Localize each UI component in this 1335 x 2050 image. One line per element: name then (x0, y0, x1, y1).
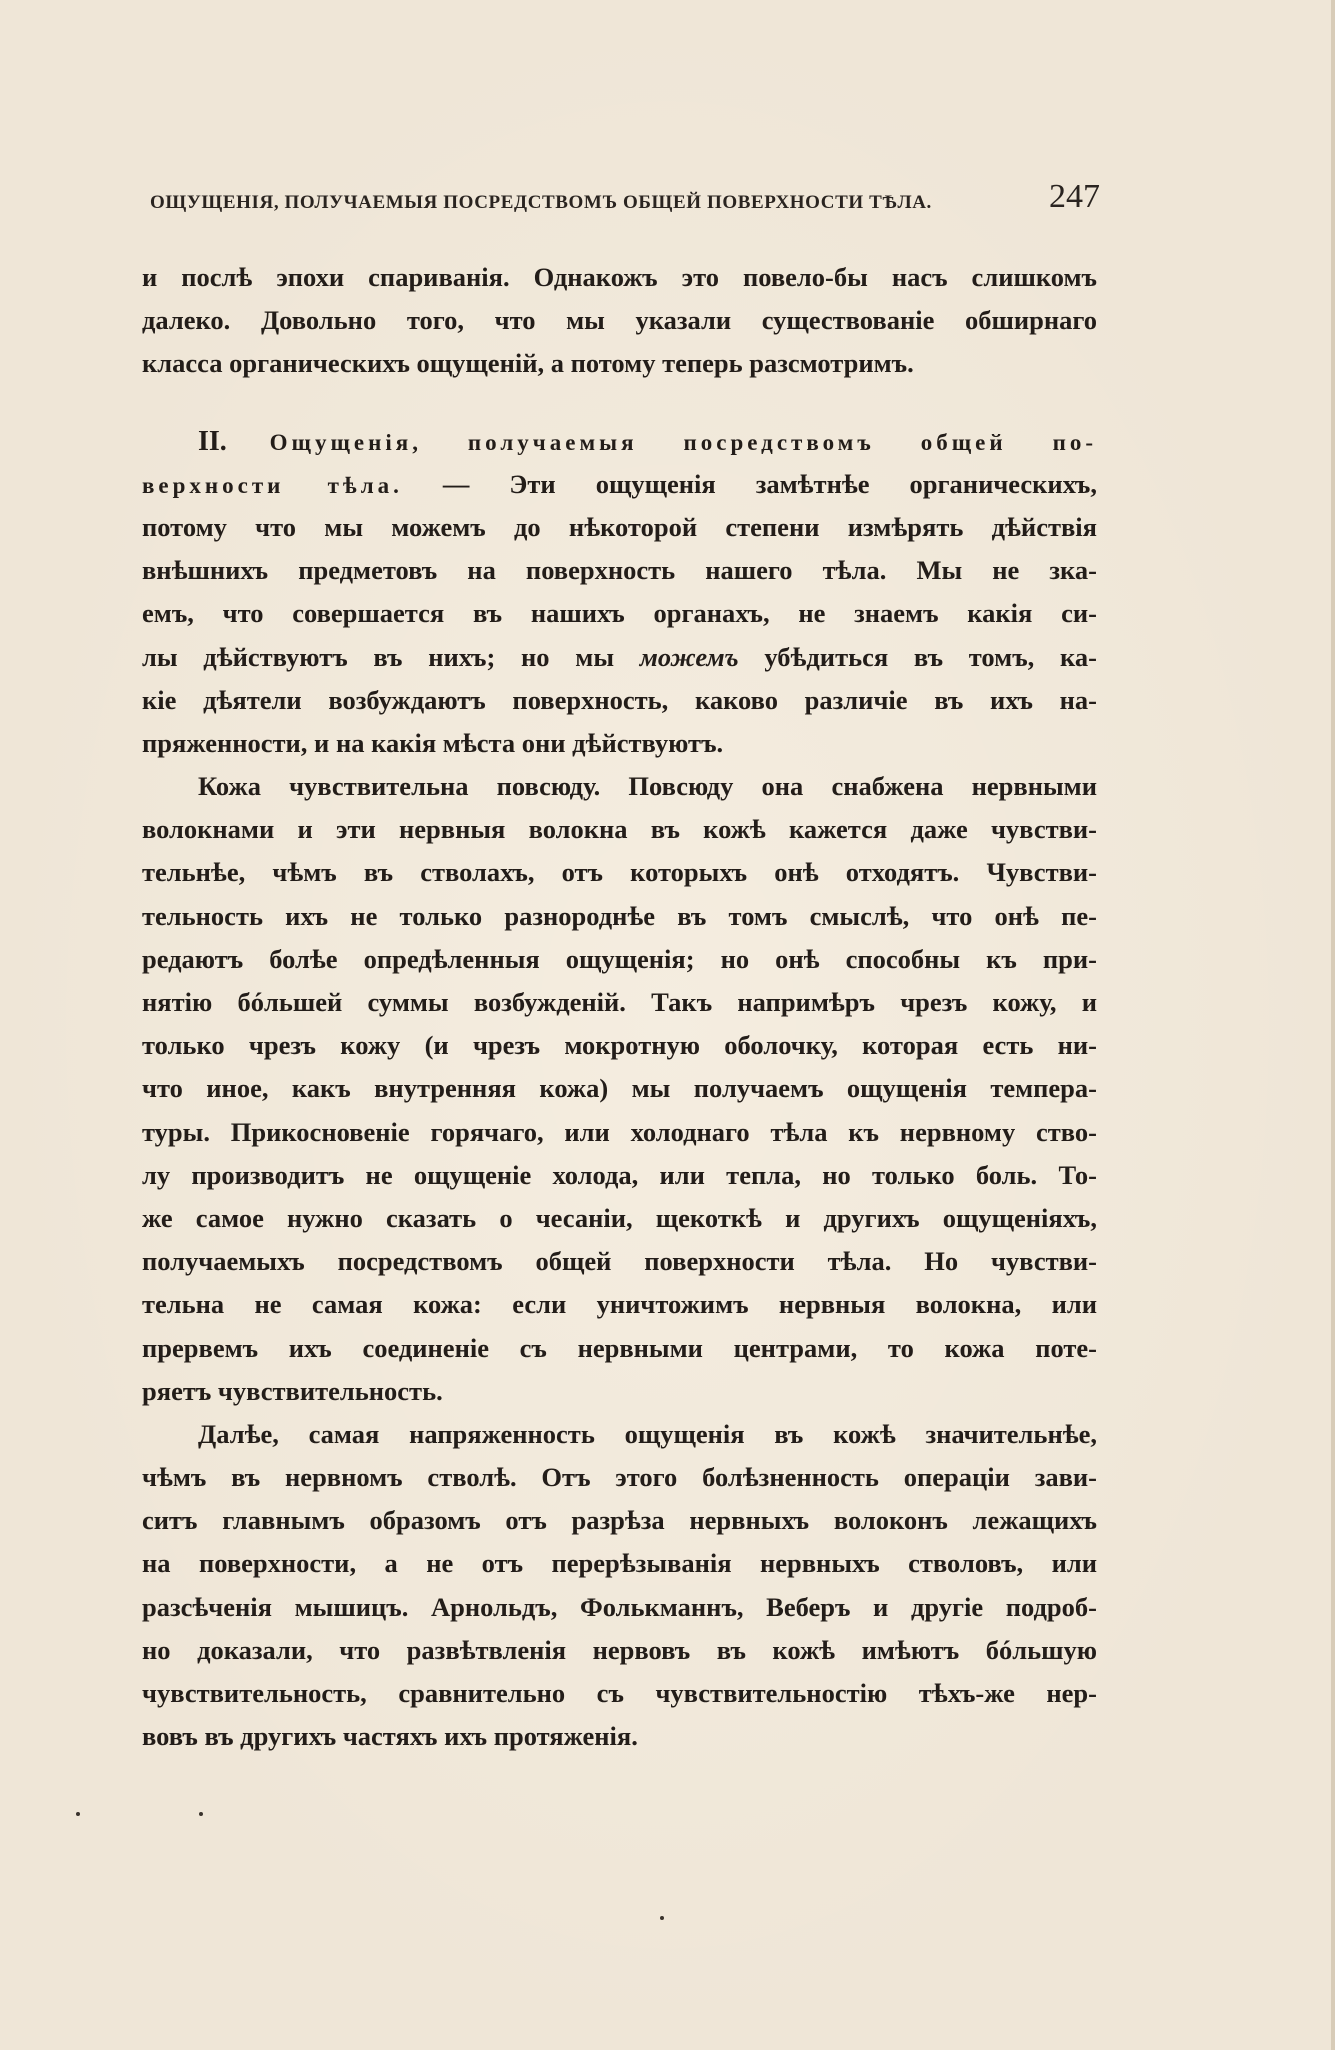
text-line: что иное, какъ внутренняя кожа) мы получаемъ ощущенія темпера- (142, 1073, 1097, 1104)
text-line (142, 636, 1097, 679)
page-number: 247 (1049, 178, 1100, 215)
text-line: класса органическихъ ощущеній, а потому теперь разсмотримъ. (142, 348, 914, 379)
text-line: прервемъ ихъ соединеніе съ нервными центрами, то кожа поте- (142, 1332, 1097, 1363)
page-edge (1331, 0, 1335, 2050)
text-line: Кожа чувствительна повсюду. Повсюду она снабжена нервными (198, 771, 1097, 802)
text-line: разсѣченія мышицъ. Арнольдъ, Фолькманнъ, Веберъ и другіе подроб- (142, 1591, 1097, 1622)
text-line: нятію бóльшей суммы возбужденій. Такъ напримѣръ чрезъ кожу, и (142, 987, 1097, 1017)
section-numeral: II. (198, 425, 227, 457)
section-title-cont: верхности тѣла. (142, 472, 403, 498)
text-line: лу производитъ не ощущеніе холода, или тепла, но только боль. То- (142, 1159, 1097, 1190)
text-line: Далѣе, самая напряженность ощущенія въ кожѣ значительнѣе, (198, 1418, 1097, 1449)
text-line: кіе дѣятели возбуждаютъ поверхность, каково различіе въ ихъ на- (142, 684, 1097, 715)
text-line: чувствительность, сравнительно съ чувствительностію тѣхъ-же нер- (142, 1678, 1097, 1708)
text-line: тельна не самая кожа: если уничтожимъ нервныя волокна, или (142, 1289, 1097, 1320)
text-span: лы дѣйствуютъ въ нихъ; но мы (142, 641, 615, 672)
running-head: ОЩУЩЕНІЯ, ПОЛУЧАЕМЫЯ ПОСРЕДСТВОМЪ ОБЩЕЙ ПОВЕРХНОСТИ ТѢЛА. (150, 192, 932, 213)
text-line: ситъ главнымъ образомъ отъ разрѣза нервныхъ волоконъ лежащихъ (142, 1505, 1097, 1536)
text-line: на поверхности, а не отъ перерѣзыванія нервныхъ стволовъ, или (142, 1548, 1097, 1579)
italic-word: можемъ (639, 641, 739, 672)
text-line: тельнѣе, чѣмъ въ стволахъ, отъ которыхъ онѣ отходятъ. Чувстви- (142, 857, 1097, 888)
paper-speck (660, 1916, 664, 1920)
text-line: потому что мы можемъ до нѣкоторой степени измѣрять дѣйствія (142, 511, 1097, 542)
paper-speck (76, 1812, 80, 1816)
page-header (150, 178, 1100, 228)
text-line: вовъ въ другихъ частяхъ ихъ протяженія. (142, 1721, 638, 1752)
text-span: — Эти ощущенія замѣтнѣе органическихъ, (442, 468, 1097, 499)
text-span: убѣдиться въ томъ, ка- (764, 641, 1097, 672)
text-line: емъ, что совершается въ нашихъ органахъ, не знаемъ какія си- (142, 598, 1097, 629)
text-line: далеко. Довольно того, что мы указали существованіе обширнаго (142, 305, 1097, 336)
text-line: пряженности, и на какія мѣста они дѣйствуютъ. (142, 727, 724, 758)
text-line: ряетъ чувствительность. (142, 1375, 443, 1406)
text-line (142, 463, 1097, 506)
text-line: но доказали, что развѣтвленія нервовъ въ кожѣ имѣютъ бóльшую (142, 1634, 1097, 1665)
section-heading-line (142, 420, 1097, 463)
body-text (142, 256, 1097, 1758)
text-line: туры. Прикосновеніе горячаго, или холоднаго тѣла къ нервному ство- (142, 1116, 1097, 1147)
text-line: тельность ихъ не только разнороднѣе въ томъ смыслѣ, что онѣ пе- (142, 900, 1097, 931)
paragraph-gap (142, 386, 1097, 420)
text-line: же самое нужно сказать о чесаніи, щекоткѣ и другихъ ощущеніяхъ, (142, 1202, 1097, 1233)
text-line: получаемыхъ посредствомъ общей поверхности тѣла. Но чувстви- (142, 1246, 1097, 1277)
text-line: волокнами и эти нервныя волокна въ кожѣ кажется даже чувстви- (142, 814, 1097, 845)
section-title: Ощущенія, получаемыя посредствомъ общей по- (269, 429, 1098, 455)
text-line: только чрезъ кожу (и чрезъ мокротную оболочку, которая есть ни- (142, 1030, 1097, 1061)
text-line: и послѣ эпохи спариванія. Однакожъ это повело-бы насъ слишкомъ (142, 262, 1097, 292)
text-line: редаютъ болѣе опредѣленныя ощущенія; но онѣ способны къ при- (142, 943, 1097, 974)
text-line: чѣмъ въ нервномъ стволѣ. Отъ этого болѣзненность операціи зави- (142, 1462, 1097, 1493)
text-line: внѣшнихъ предметовъ на поверхность нашего тѣла. Мы не зка- (142, 555, 1097, 586)
paper-speck (199, 1812, 203, 1816)
